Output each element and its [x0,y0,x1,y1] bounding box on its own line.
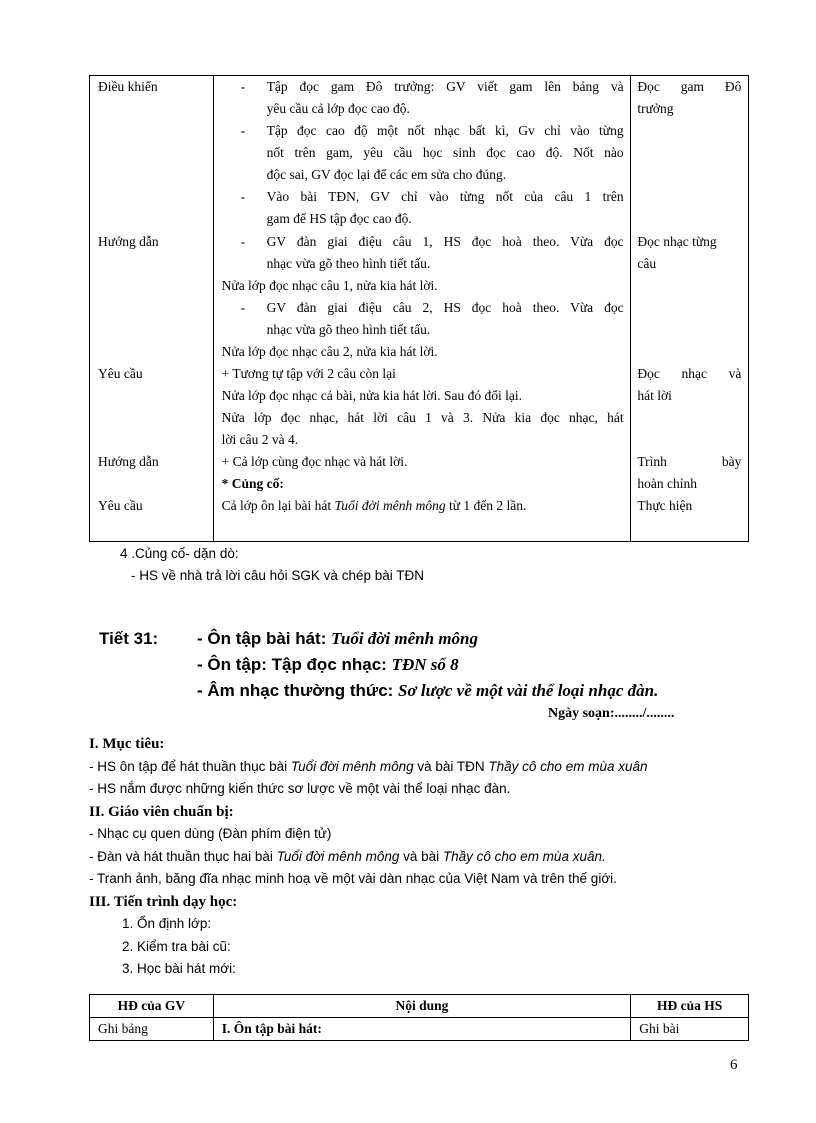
body-line: - HS nắm được những kiến thức sơ lược về một vài thể loại nhạc đàn. [89,781,511,796]
content-line: nhạc vừa gõ theo hình tiết tấu. [266,322,431,337]
body-line: 3. Học bài hát mới: [122,961,236,976]
student-activity-line: Trình bày [637,454,742,469]
content-line: lời câu 2 và 4. [221,432,299,447]
homework-section [99,543,424,587]
student-activity-line: hát lời [637,388,672,403]
song-title: Tuổi đời mênh mông [276,848,400,864]
consolidation-heading: * Củng cố: [221,476,284,491]
content-line: GV đàn giai điệu câu 2, HS đọc hoà theo. Vừa đọc [266,300,624,315]
section-heading: III. Tiến trình dạy học: [89,893,238,910]
student-activity-line: hoàn chỉnh [637,476,697,491]
content-line: độc sai, GV đọc lại để các em sửa cho đúng. [266,167,507,182]
student-activity-line: Đọc nhạc và [637,366,742,381]
header-cell: HĐ của HS [631,995,749,1018]
body-line: 2. Kiểm tra bài cũ: [122,938,231,954]
body-line: - Nhạc cụ quen dùng (Đàn phím điện tử) [89,826,332,841]
content-text: từ 1 đến 2 lần. [445,498,527,513]
song-title: Tuổi đời mênh mông [290,758,414,774]
homework-line: - HS về nhà trả lời câu hỏi SGK và chép bài TĐN [131,568,424,583]
lesson-item-text: - Ôn tập: Tập đọc nhạc: [197,655,392,674]
body-text: và bài TĐN [413,758,489,774]
content-line: + Tương tự tập với 2 câu còn lại [221,366,396,381]
lesson-plan-body [89,733,749,981]
content-line: Nửa lớp đọc nhạc câu 1, nửa kia hát lời. [221,278,438,293]
student-activity-line: Đọc gam Đô [637,79,742,94]
lesson-plan-table [89,994,749,1041]
content-line: Tập đọc cao độ một nốt nhạc bất kì, Gv chỉ vào từng [266,123,624,138]
content-line: Nửa lớp đọc nhạc, hát lời câu 1 và 3. Nửa kia đọc nhạc, hát [221,410,624,425]
body-line: 1. Ổn định lớp: [122,916,212,931]
header-cell: Nội dung [213,995,631,1018]
table-cell: I. Ôn tập bài hát: [213,1018,631,1041]
song-title: Tuổi đời mênh mông [334,498,446,513]
section-heading: I. Mục tiêu: [89,736,165,752]
homework-title: 4 .Củng cố- dặn dò: [120,546,239,561]
content-line: Nửa lớp đọc nhạc câu 2, nửa kia hát lời. [221,344,438,359]
body-line [89,756,749,779]
content-line: Tập đọc gam Đô trưởng: GV viết gam lên bảng và [266,79,624,94]
body-text: và bài [399,848,443,864]
activity-label: Điều khiển [98,79,158,94]
lesson-item-title: Sơ lược về một vài thể loại nhạc đàn. [398,681,659,700]
content-line: Nửa lớp đọc nhạc cả bài, nửa kia hát lời. Sau đó đổi lại. [221,388,522,403]
content-line: yêu cầu cả lớp đọc cao độ. [266,101,410,116]
content-line [222,495,624,517]
lesson-item [197,678,658,704]
lesson-item-text: - Âm nhạc thường thức: [197,681,399,700]
content-line: nhạc vừa gõ theo hình tiết tấu. [266,256,431,271]
bullet-dash: - [240,234,246,249]
lesson-activity-table [89,75,749,542]
bullet-dash: - [240,123,246,138]
student-activity-column [631,76,749,542]
student-activity-line: Đọc nhạc từng [637,234,717,249]
activity-label: Hướng dẫn [98,454,159,469]
student-activity-line: trưởng [637,101,674,116]
content-line: nốt trên gam, yêu cầu học sinh đọc cao độ. Nốt nào [266,145,624,160]
song-title: Thầy cô cho em mùa xuân. [442,848,606,864]
body-line: - Tranh ảnh, băng đĩa nhạc minh hoạ về một vài dàn nhạc của Việt Nam và trên thế giới. [89,871,617,886]
teacher-activity-column [90,76,214,542]
lesson-item [197,626,478,652]
lesson-item-title: TĐN số 8 [391,655,459,674]
song-title: Thầy cô cho em mùa xuân [488,758,648,774]
bullet-dash: - [240,79,246,94]
bullet-dash: - [240,300,246,315]
student-activity-line: câu [637,256,657,271]
page-number: 6 [730,1057,738,1073]
activity-label: Yêu cầu [98,498,143,513]
content-line: + Cả lớp cùng đọc nhạc và hát lời. [221,454,408,469]
student-activity-line: Thực hiện [637,498,693,513]
body-line [89,846,749,869]
table-cell: Ghi bảng [90,1018,214,1041]
content-column [213,76,631,542]
header-cell: HĐ của GV [90,995,214,1018]
activity-label: Hướng dẫn [98,234,159,249]
lesson-label: Tiết 31: [99,629,159,648]
section-heading: II. Giáo viên chuẩn bị: [89,803,234,820]
content-line: Vào bài TĐN, GV chỉ vào từng nốt của câu 1 trên [266,189,624,204]
lesson-item [197,652,459,678]
table-cell: Ghi bài [631,1018,749,1041]
bullet-dash: - [240,189,246,204]
body-text: - Đàn và hát thuần thục hai bài [89,848,277,864]
content-line: gam để HS tập đọc cao độ. [266,211,412,226]
body-text: - HS ôn tập để hát thuần thục bài [89,758,291,774]
date-line: Ngày soạn:......../........ [548,706,675,721]
lesson-item-text: - Ôn tập bài hát: [197,629,332,648]
activity-label: Yêu cầu [98,366,143,381]
content-text: Cả lớp ôn lại bài hát [221,498,335,513]
lesson-item-title: Tuổi đời mênh mông [331,629,478,648]
content-line: GV đàn giai điệu câu 1, HS đọc hoà theo. Vừa đọc [266,234,624,249]
